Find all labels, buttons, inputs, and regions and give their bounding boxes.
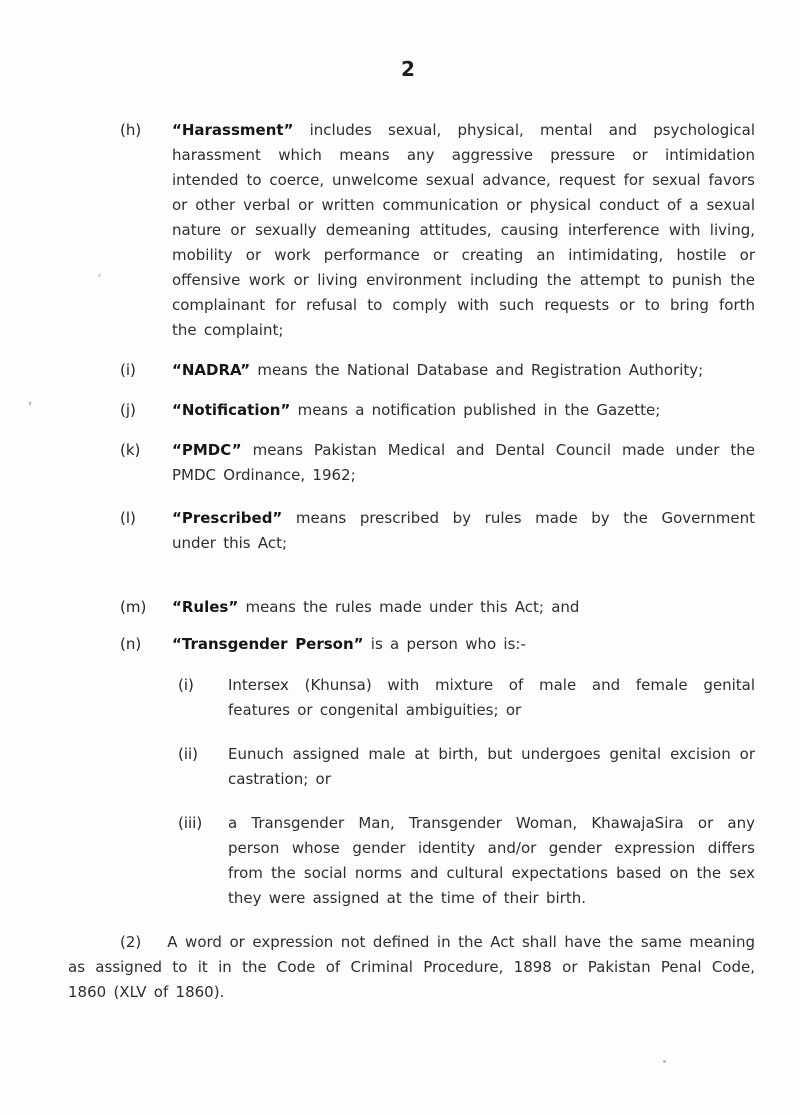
definition-body-text: includes sexual, physical, mental and psychological harassment which means any aggressive pressure or intimidation intended to coerce, unwelcome sexual advance, request for sexual favors or other verbal or written communication or physical conduct of a sexual nature or sexually demeaning attitudes, causing interference with living, mobility or work performance or creating an intimidating, hostile or offensive work or living environment including the attempt to punish the complainant for refusal to comply with such requests or to bring forth the complaint; bbox=[172, 121, 755, 339]
closing-paragraph bbox=[68, 930, 755, 1005]
definition-text bbox=[172, 438, 755, 488]
definition-label: (j) bbox=[120, 401, 136, 419]
defined-term: “Transgender Person” bbox=[172, 635, 364, 653]
definition-text bbox=[172, 398, 755, 423]
subdefinition-item-i bbox=[178, 673, 755, 723]
definition-body-text: means the rules made under this Act; and bbox=[238, 598, 580, 616]
definition-item-m bbox=[120, 595, 755, 620]
subdefinition-item-iii bbox=[178, 811, 755, 911]
defined-term: “NADRA” bbox=[172, 361, 251, 379]
subdefinition-text: a Transgender Man, Transgender Woman, KhawajaSira or any person whose gender identity and/or gender expression differs from the social norms and cultural expectations based on the sex they were assigned at the time of their birth. bbox=[228, 814, 755, 907]
definition-item-k bbox=[120, 438, 755, 488]
scan-artifact-mark: ’ bbox=[28, 401, 33, 416]
subdefinition-label: (iii) bbox=[178, 814, 203, 832]
definition-body-text: is a person who is:- bbox=[363, 635, 526, 653]
defined-term: “Notification” bbox=[172, 401, 291, 419]
defined-term: “Prescribed” bbox=[172, 509, 283, 527]
subdefinition-text: Intersex (Khunsa) with mixture of male and female genital features or congenital ambiguities; or bbox=[228, 676, 755, 719]
definition-body-text: means a notification published in the Gazette; bbox=[290, 401, 661, 419]
subdefinition-label: (ii) bbox=[178, 745, 199, 763]
defined-term: “Rules” bbox=[172, 598, 239, 616]
definition-body-text: means prescribed by rules made by the Government under this Act; bbox=[172, 509, 755, 552]
scan-artifact-speck bbox=[663, 1060, 666, 1063]
subdefinition-text: Eunuch assigned male at birth, but undergoes genital excision or castration; or bbox=[228, 745, 755, 788]
definition-label: (k) bbox=[120, 441, 141, 459]
scan-artifact-speck bbox=[98, 274, 101, 277]
definition-text bbox=[172, 506, 755, 556]
closing-paragraph-label: (2) bbox=[120, 933, 142, 951]
definition-text bbox=[172, 358, 755, 383]
definition-label: (i) bbox=[120, 361, 136, 379]
defined-term: “PMDC” bbox=[172, 441, 242, 459]
definition-body-text: means the National Database and Registration Authority; bbox=[250, 361, 704, 379]
closing-paragraph-text: A word or expression not defined in the Act shall have the same meaning as assigned to it in the Code of Criminal Procedure, 1898 or Pakistan Penal Code, 1860 (XLV of 1860). bbox=[68, 933, 755, 1001]
subdefinition-label: (i) bbox=[178, 676, 194, 694]
definition-text bbox=[172, 118, 755, 343]
definition-item-h bbox=[120, 118, 755, 343]
definition-item-n bbox=[120, 632, 755, 657]
defined-term: “Harassment” bbox=[172, 121, 294, 139]
definition-label: (m) bbox=[120, 598, 147, 616]
definition-label: (l) bbox=[120, 509, 136, 527]
definition-item-l bbox=[120, 506, 755, 556]
subdefinition-item-ii bbox=[178, 742, 755, 792]
definition-item-j bbox=[120, 398, 755, 423]
transgender-person-sublist bbox=[178, 673, 755, 911]
definition-text bbox=[172, 595, 755, 620]
definition-label: (n) bbox=[120, 635, 142, 653]
definitions-list bbox=[120, 118, 755, 911]
definition-body-text: means Pakistan Medical and Dental Council made under the PMDC Ordinance, 1962; bbox=[172, 441, 755, 484]
page-number: 2 bbox=[401, 57, 415, 81]
definition-label: (h) bbox=[120, 121, 142, 139]
definition-text bbox=[172, 632, 755, 657]
definition-item-i bbox=[120, 358, 755, 383]
